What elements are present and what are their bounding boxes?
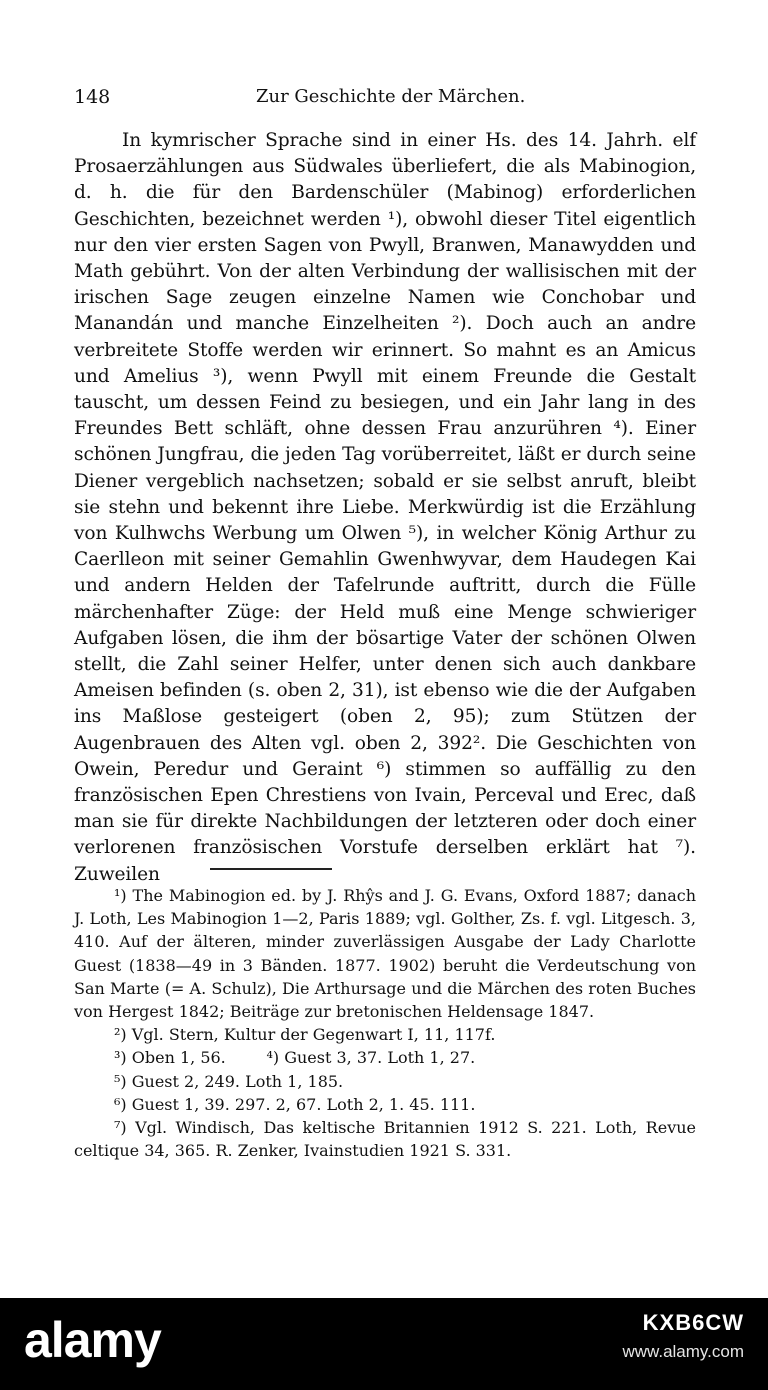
footnote-1: ¹) The Mabinogion ed. by J. Rhŷs and J. G. Evans, Oxford 1887; danach J. Loth, Les Mabinogion 1—2, Paris 1889; vgl. Golther, Zs. f. vgl. Litgesch. 3, 410. Auf der älteren, minder zuverlässigen Ausgabe der Lady Charlotte Guest (1838—49 in 3 Bänden. 1877. 1902) beruht die Verdeutschung von San Marte (= A. Schulz), Die Arthursage und die Märchen des roten Buches von Hergest 1842; Beiträge zur bretonischen Heldensage 1847. bbox=[74, 886, 696, 1022]
footnote-5: ⁵) Guest 2, 249. Loth 1, 185. bbox=[114, 1071, 344, 1091]
page-header bbox=[74, 86, 698, 116]
image-id: KXB6CW bbox=[642, 1310, 744, 1335]
site-url: www.alamy.com bbox=[622, 1342, 744, 1361]
footnote-3-4: ³) Oben 1, 56. ⁴) Guest 3, 37. Loth 1, 27. bbox=[114, 1048, 476, 1068]
body-paragraph: In kymrischer Sprache sind in einer Hs. des 14. Jahrh. elf Prosaerzählungen aus Südwales überliefert, die als Mabinogion, d. h. die für den Bardenschüler (Mabinog) erforderlichen Geschichten, bezeichnet werden ¹), obwohl dieser Titel eigentlich nur den vier ersten Sagen von Pwyll, Branwen, Manawydden und Math gebührt. Von der alten Verbindung der wallisischen mit der irischen Sage zeugen einzelne Namen wie Conchobar und Manandán und manche Einzelheiten ²). Doch auch an andre verbreitete Stoffe werden wir erinnert. So mahnt es an Amicus und Amelius ³), wenn Pwyll mit einem Freunde die Gestalt tauscht, um dessen Feind zu besiegen, und ein Jahr lang in des Freundes Bett schläft, ohne dessen Frau anzurühren ⁴). Einer schönen Jungfrau, die jeden Tag vorüberreitet, läßt er durch seine Diener vergeblich nachsetzen; sobald er sie selbst anruft, bleibt sie stehn und bekennt ihre Liebe. Merkwürdig ist die Erzählung von Kulhwchs Werbung um Olwen ⁵), in welcher König Arthur zu Caerlleon mit seiner Gemahlin Gwenhwyvar, dem Haudegen Kai und andern Helden der Tafelrunde auftritt, durch die Fülle märchenhafter Züge: der Held muß eine Menge schwieriger Aufgaben lösen, die ihm der bösartige Vater der schönen Olwen stellt, die Zahl seiner Helfer, unter denen sich auch dankbare Ameisen befinden (s. oben 2, 31), ist ebenso wie die der Aufgaben ins Maßlose gesteigert (oben 2, 95); zum Stützen der Augenbrauen des Alten vgl. oben 2, 392². Die Geschichten von Owein, Peredur und Geraint ⁶) stimmen so auffällig zu den französischen Epen Chrestiens von Ivain, Perceval und Erec, daß man sie für direkte Nachbildungen der letzteren oder doch einer verlorenen französischen Vorstufe derselben erklärt hat ⁷). Zuweilen bbox=[74, 130, 696, 885]
footnote-2: ²) Vgl. Stern, Kultur der Gegenwart I, 11, 117f. bbox=[114, 1025, 496, 1045]
page-number: 148 bbox=[74, 86, 111, 108]
running-title: Zur Geschichte der Märchen. bbox=[256, 86, 526, 107]
footnote-divider bbox=[210, 868, 332, 870]
footnotes bbox=[74, 884, 696, 1162]
footnote-6: ⁶) Guest 1, 39. 297. 2, 67. Loth 2, 1. 45. 111. bbox=[114, 1094, 476, 1114]
watermark-banner bbox=[0, 1298, 768, 1390]
brand-logo: alamy bbox=[24, 1312, 161, 1368]
footnote-7: ⁷) Vgl. Windisch, Das keltische Britannien 1912 S. 221. Loth, Revue celtique 34, 365. R. Zenker, Ivainstudien 1921 S. 331. bbox=[74, 1118, 696, 1161]
main-text bbox=[74, 128, 696, 888]
